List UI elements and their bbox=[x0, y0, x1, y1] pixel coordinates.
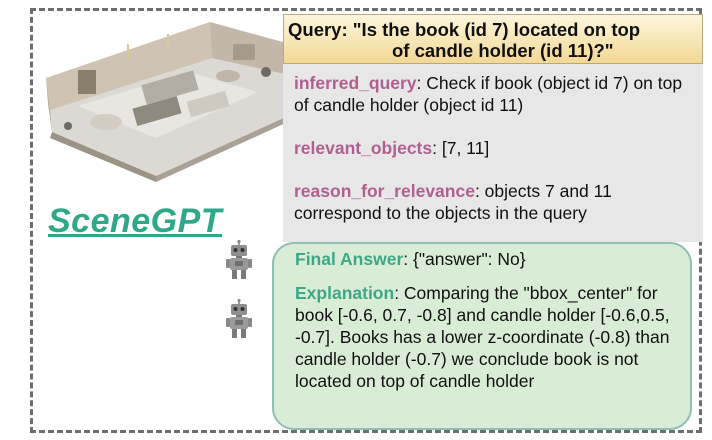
inferred-query-row bbox=[294, 72, 693, 116]
reason-row bbox=[294, 180, 693, 224]
brand-title: SceneGPT bbox=[48, 202, 223, 240]
scene-3d-render bbox=[38, 14, 310, 182]
explanation-row bbox=[295, 282, 680, 392]
relevant-objects-value: : [7, 11] bbox=[432, 138, 490, 158]
relevant-objects-key: relevant_objects bbox=[294, 138, 433, 158]
robot-icon bbox=[226, 240, 252, 280]
inferred-query-value: : Check if book (object id 7) on top of candle holder (object id 11) bbox=[294, 73, 683, 115]
reason-key: reason_for_relevance bbox=[294, 181, 475, 201]
robot-icon bbox=[226, 299, 252, 339]
reason-value: : objects 7 and 11 correspond to the objects in the query bbox=[294, 181, 612, 223]
final-answer-key: Final Answer bbox=[295, 249, 404, 269]
reasoning-panel bbox=[283, 64, 703, 242]
query-box bbox=[283, 14, 703, 64]
query-label: Query: bbox=[288, 19, 348, 40]
final-answer-row bbox=[295, 248, 680, 270]
explanation-key: Explanation bbox=[295, 283, 395, 303]
query-text-line1: "Is the book (id 7) located on top bbox=[352, 19, 641, 40]
inferred-query-key: inferred_query bbox=[294, 73, 417, 93]
answer-panel bbox=[272, 242, 692, 430]
final-answer-value: : {"answer": No} bbox=[403, 249, 526, 269]
explanation-value: : Comparing the "bbox_center" for book [-0.6, 0.7, -0.8] and candle holder [-0.6,0.5, -0.7]. Books has a lower z-coordinate (-0.8) than candle holder (-0.7) we conclude book is not located on top of candle holder bbox=[295, 283, 670, 391]
relevant-objects-row bbox=[294, 137, 693, 159]
query-text-line2: of candle holder (id 11)?" bbox=[392, 40, 614, 61]
